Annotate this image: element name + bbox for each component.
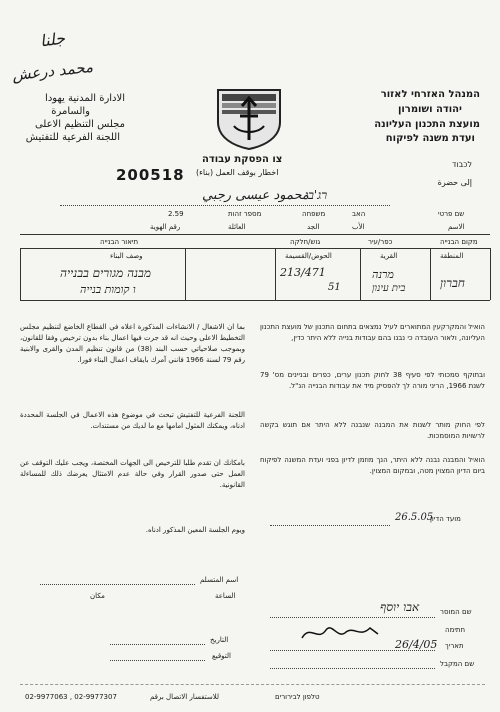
table2-col-place-he: מקום הבנייה xyxy=(440,238,478,246)
hearing-date: 26.5.05 xyxy=(395,512,434,523)
header-hebrew-line3: מועצת התכנון העליונה xyxy=(374,119,480,130)
table1-col-id-he: מספר זהות xyxy=(228,210,262,218)
table1-col-id-ar: العائلة xyxy=(228,223,246,231)
civil-administration-emblem xyxy=(214,88,284,150)
order-title-arabic: اخطار بوقف العمل (بناء) xyxy=(196,168,279,177)
handwritten-note-top: جلنا xyxy=(38,28,67,51)
body-arabic-paragraph-4: ويوم الجلسة المعين المذكور ادناه. xyxy=(145,526,245,534)
header-hebrew-line1: המנהל האזרחי לאזור xyxy=(380,89,480,100)
footer-text-arabic: للاستفسار الاتصال برقم xyxy=(150,693,220,701)
arabic-sign-label: التوقيع xyxy=(212,652,231,660)
recipient-name-hebrew: רג'בי xyxy=(305,188,328,202)
table1-col-idnum-ar: رقم الهوية xyxy=(150,223,181,231)
body-hebrew-paragraph-3: לפי החוק מותר לשנות את המבנה שנבנה ללא היתר אם תוגש בקשה לרשויות המוסמכות. xyxy=(260,421,485,440)
table1-col-father-he: האב xyxy=(352,210,366,218)
to-arabic: إلى حضرة xyxy=(437,178,472,187)
table2-block-value2: 51 xyxy=(328,282,341,293)
header-hebrew-line2: יהודה ושומרון xyxy=(397,104,462,115)
table2-col-block-he: גוש/חלקה xyxy=(290,238,321,246)
order-number: 200518 xyxy=(116,166,185,184)
header-arabic-line2: والسامرة xyxy=(51,106,90,117)
header-hebrew-line4: ועדת משנה לפיקוח xyxy=(385,133,475,144)
handwritten-note-name: محمد درعش xyxy=(11,57,94,85)
table2-block-value: 213/471 xyxy=(280,266,326,279)
hebrew-receiver-name-label: שם המקבל xyxy=(440,660,475,668)
signature-scribble xyxy=(300,622,380,648)
to-hebrew: לכבוד xyxy=(452,160,472,169)
table1-side-value: 2.59 xyxy=(168,210,184,218)
hebrew-sign-label: חתימה xyxy=(445,626,466,634)
table2-col-place-ar: المنطقة xyxy=(440,252,464,260)
body-arabic-paragraph-1: بما ان الاشغال / الانشاءات المذكورة اعلاه في القطاع الخاضع لتنظيم مجلس التخطيط الاعلى وحيث انه قد جرت فيها اعمال بناء بدون ترخيص وفقا للقانون، وبموجب صلاحياتي حسب البند (38) من قانون تنظيم المدن والقرى والابنية رقم 79 لسنة 1966 فانني آمرك بايقاف اعمال البناء فورا. xyxy=(20,323,245,364)
arabic-time-label: الساعة xyxy=(215,592,236,600)
table1-col-family-ar: الجد xyxy=(307,223,320,231)
body-arabic-paragraph-3: بامكانك ان تقدم طلبا للترخيص الى الجهات المختصة، ويجب عليك التوقف عن العمل حتى صدور القرار وفي حالة عدم الامتثال يعرضك ذلك للمساءلة القانونية. xyxy=(20,459,245,489)
table2-col-block-ar: الحوض/القسيمة xyxy=(285,252,332,260)
table2-place-value: חברון xyxy=(440,276,465,290)
body-hebrew-paragraph-4: הואיל והמבנה נבנה ללא היתר, הנך מוזמן לדיון בפני ועדת המשנה לפיקוח ביום הדיון המצוין מטה, ובמקום המצוין. xyxy=(260,456,485,475)
table2-col-description-ar: وصف البناء xyxy=(110,252,143,260)
table2-description-value2: ו קומות בנייה xyxy=(80,283,136,296)
header-arabic-line1: الادارة المدنية يهودا xyxy=(45,93,125,104)
signature-date: 26/4/05 xyxy=(395,638,438,651)
body-hebrew-paragraph-1: הואיל והמקרקעין המתוארים לעיל נמצאים בתחום התכנון של מועצת התכנון העליונה, ולאור העובדה כי נבנו בהם עבודות בנייה ללא היתר כדין, xyxy=(260,323,485,342)
table2-village-value: מרנה xyxy=(372,268,394,281)
table2-description-value: מבנה מגורים בבנייה xyxy=(60,266,151,280)
table1-col-firstname-ar: الاسم xyxy=(448,223,465,231)
table2-col-village-ar: القرية xyxy=(380,252,398,260)
hebrew-date-label: תאריך xyxy=(445,642,464,650)
header-arabic-line3: مجلس التنظيم الاعلى xyxy=(34,119,125,130)
hebrew-deliverer-name-label: שם המוסר xyxy=(440,608,472,616)
arabic-date-label: التاريخ xyxy=(210,636,229,644)
table1-col-father-ar: الأب xyxy=(352,223,365,231)
table2-col-description-he: תיאור הבנייה xyxy=(100,238,139,246)
table1-col-firstname-he: שם פרטי xyxy=(438,210,465,218)
body-arabic-paragraph-2: اللجنة الفرعية للتفتيش تبحث في موضوع هذه الاعمال في الجلسة المحددة ادناه، ويمكنك المثول امامها مع ما لديك من مستندات. xyxy=(20,411,245,430)
arabic-place-label: مكان xyxy=(90,592,105,600)
footer-phones: 02-9977063 , 02-9977307 xyxy=(25,693,117,701)
signature-name: אבו יוסף xyxy=(380,600,420,614)
recipient-name-handwritten: محمود عيسى رجبي xyxy=(202,188,309,203)
table1-col-family-he: משפחה xyxy=(302,210,326,218)
table2-village-value2: בית עינון xyxy=(372,283,406,294)
order-title-hebrew: צו הפסקת עבודה xyxy=(202,154,283,165)
hearing-label-hebrew: מועד הדיון xyxy=(430,515,461,523)
body-hebrew-paragraph-2: ובתוקף סמכותי לפי סעיף 38 לחוק תכנון ערים, כפרים ובניינים מס' 79 לשנת 1966, הריני מורה לך להפסיק מיד את עבודות הבנייה הנ"ל. xyxy=(260,371,486,390)
arabic-recipient-name-label: اسم المتسلم xyxy=(200,576,239,584)
table2-col-village-he: כפר/עיר xyxy=(368,238,393,246)
footer-text-hebrew: טלפון לבירורים xyxy=(275,693,320,701)
header-arabic-line4: اللجنة الفرعية للتفتيش xyxy=(25,132,120,143)
